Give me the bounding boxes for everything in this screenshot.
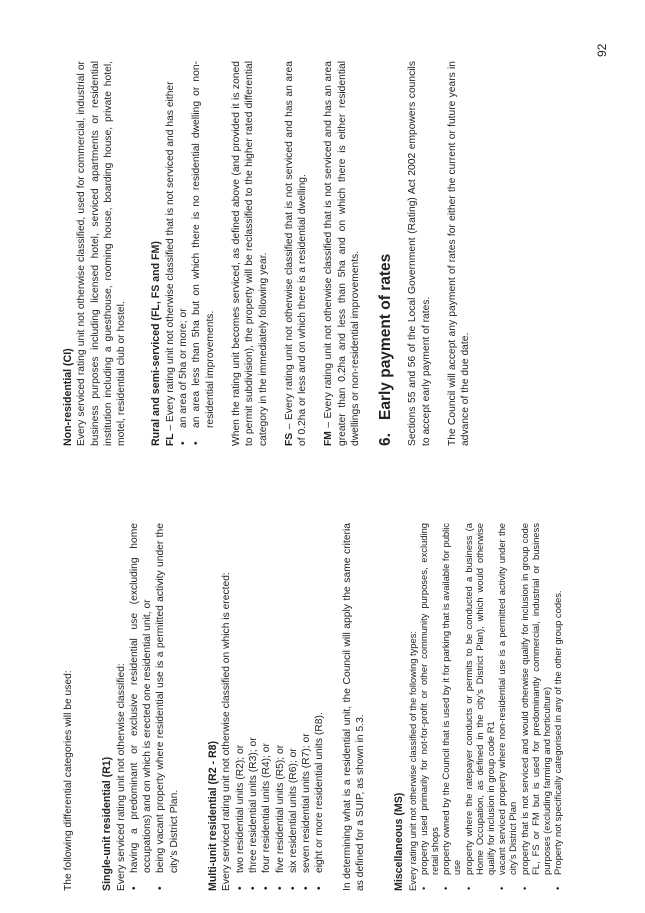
fl-list [177,61,217,446]
left-column [62,523,563,891]
section-heading [376,61,396,446]
early-payment-text-2: The Council will accept any payment of rates for either the current or future years in advance of the due date. [446,61,472,446]
multi-unit-lead: Every serviced rating unit not otherwise classified on which is erected: [221,572,233,891]
intro-text: The following differential categories will be used: [63,670,74,891]
section-title: Early payment of rates [377,253,395,420]
fs-text: – Every rating unit not otherwise classified that is not serviced and has an area of 0.2ha or less and on which there is a residential dwelling. [283,61,309,446]
list-item: • property that is not serviced and would otherwise qualify for inclusion in group code FL, FS or FM but is used for predominantly commercial, industrial or business purposes (excluding farming and horticulture) [519,523,553,891]
list-item: • having a predominant or exclusive residential use (excluding home occupations) and on which is erected one residential unit, or [128,523,155,891]
fm-label: FM [323,431,335,446]
list-item: • property owned by the Council that is used by it for parking that is available for public use [440,523,462,891]
list-item: • Property not specifically categorised in any of the other group codes. [552,523,563,891]
non-residential-text: Every serviced rating unit not otherwise classified, used for commercial, industrial or business purposes including licensed hotel, serviced apartments or residential institution including a guesthouse, rooming house, boarding house, private hotel, motel, residential club or hostel. [76,61,128,446]
fl-label: FL [164,433,176,446]
fl-text: – Every rating unit not otherwise classified that is not serviced and has either [164,81,176,434]
reclassification-text: When the rating unit becomes serviced, as defined above (and provided it is zoned to permit subdivision), the property will be reclassified to the higher rated differential category in the immediately following year. [230,61,269,446]
early-payment-text-1: Sections 55 and 56 of the Local Government (Rating) Act 2002 empowers councils to accept early payment of rates. [407,61,432,446]
non-residential-heading: Non-residential (CI) [62,348,74,446]
list-item: • an area of 5ha or more; or [177,61,190,446]
multi-unit-heading: Multi-unit residential (R2 - R8) [207,740,220,891]
single-unit-lead: Every serviced rating unit not otherwise classified: [115,663,127,891]
right-column [62,61,473,446]
list-item: • being vacant property where residential use is a permitted activity under the city's District Plan. [154,523,181,891]
misc-heading: Miscellaneous (MS) [393,792,406,891]
list-item: • four residential units (R4); or [260,523,273,891]
list-item: • vacant serviced property where non-residential use is a permitted activity under the city's District Plan [496,523,518,891]
misc-list [418,523,564,891]
fm-definition [322,61,362,446]
multi-unit-list [234,523,327,891]
list-item: • eight or more residential units (R8). [313,523,326,891]
list-item: • an area less than 5ha but on which there is no residential dwelling or non-residential improvements. [190,61,217,446]
list-item: • property used primarily for not-for-profit or other community purposes, excluding retail shops [418,523,440,891]
list-item: • two residential units (R2); or [234,523,247,891]
list-item: • seven residential units (R7); or [300,523,313,891]
section-number: 6. [377,433,395,446]
misc-lead: Every rating unit not otherwise classified of the following types: [406,630,418,891]
single-unit-heading: Single-unit residential (R1) [101,756,114,891]
list-item: • six residential units (R6); or [287,523,300,891]
list-item: • five residential units (R5); or [274,523,287,891]
fs-label: FS [283,432,295,446]
fs-definition [283,61,310,446]
fl-definition [164,61,177,446]
list-item: • three residential units (R3); or [247,523,260,891]
fm-text: – Every rating unit not otherwise classified that is not serviced and has an area greater than 0.2ha and less than 5ha and on which there is either residential dwellings or non-residential improvements. [323,61,362,446]
page-number: 92 [595,43,609,57]
single-unit-list [128,523,181,891]
misc-block [407,523,564,891]
residential-unit-note: In determining what is a residential unit, the Council will apply the same criteria as defined for a SUIP, as shown in 5.3. [341,523,367,891]
list-item: • property where the ratepayer conducts or permits to be conducted a business (a Home Occupation, as defined in the city's District Plan), which would otherwise qualify for inclusion in group code R1 [463,523,497,891]
rural-heading: Rural and semi-serviced (FL, FS and FM) [150,241,163,446]
